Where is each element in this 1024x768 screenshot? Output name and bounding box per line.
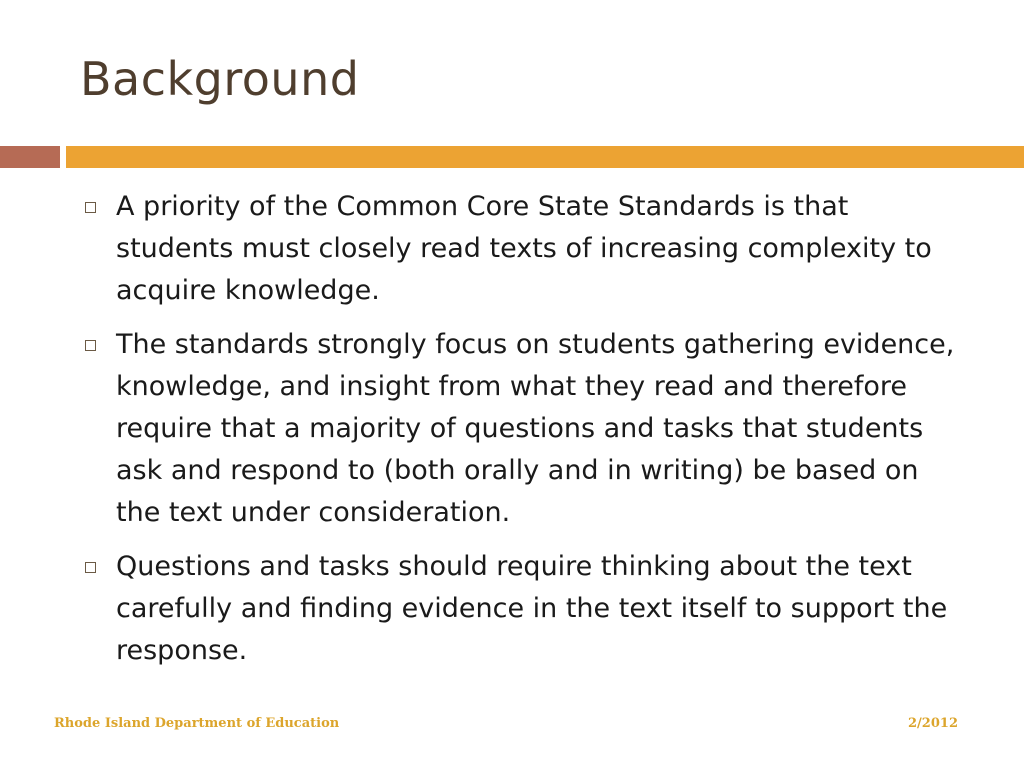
bullet-list bbox=[80, 186, 970, 684]
bullet-text: Questions and tasks should require thinking about the text carefully and finding evidence in the text itself to support the response. bbox=[116, 551, 948, 666]
hollow-square-icon bbox=[85, 340, 96, 351]
hollow-square-icon bbox=[85, 202, 96, 213]
bullet-item bbox=[80, 546, 970, 672]
slide-title: Background bbox=[80, 52, 360, 106]
hollow-square-icon bbox=[85, 562, 96, 573]
bullet-item bbox=[80, 186, 970, 312]
footer-organization: Rhode Island Department of Education bbox=[54, 716, 340, 731]
accent-bar-right bbox=[66, 146, 1024, 168]
bullet-item bbox=[80, 324, 970, 534]
footer-date: 2/2012 bbox=[908, 716, 958, 731]
bullet-text: The standards strongly focus on students gathering evidence, knowledge, and insight from what they read and therefore require that a majority of questions and tasks that students ask and respond to (both orally and in writing) be based on the text under consideration. bbox=[116, 329, 955, 528]
bullet-text: A priority of the Common Core State Standards is that students must closely read texts of increasing complexity to acquire knowledge. bbox=[116, 191, 932, 306]
accent-bar-left bbox=[0, 146, 60, 168]
